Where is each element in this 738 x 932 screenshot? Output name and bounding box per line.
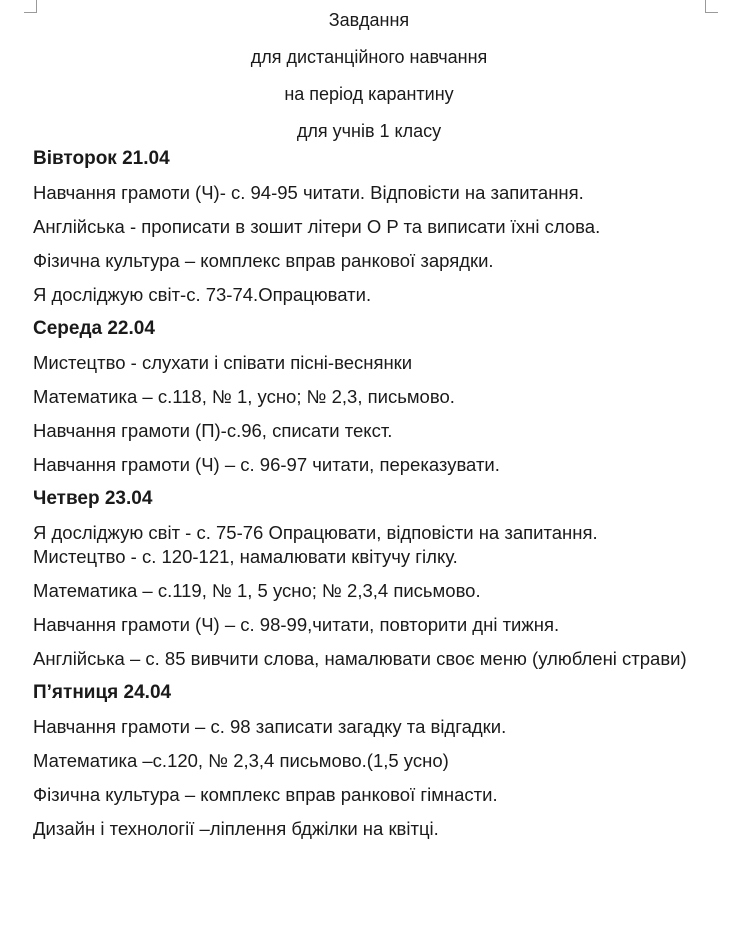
task-item: Я досліджую світ - с. 75-76 Опрацювати, відповісти на запитання.	[33, 522, 598, 543]
schedule-content	[33, 148, 713, 841]
task-item: Фізична культура – комплекс вправ ранкової зарядки.	[33, 250, 494, 271]
day-heading: Вівторок 21.04	[33, 148, 170, 169]
document-title	[0, 9, 738, 157]
title-line: для учнів 1 класу	[296, 121, 442, 141]
day-heading: Четвер 23.04	[33, 488, 153, 509]
task-item: Математика –с.120, № 2,3,4 письмово.(1,5 усно)	[33, 750, 449, 771]
task-item: Математика – с.119, № 1, 5 усно; № 2,3,4 письмово.	[33, 580, 481, 601]
day-heading: П’ятниця 24.04	[33, 682, 172, 703]
task-item: Фізична культура – комплекс вправ ранкової гімнасти.	[33, 784, 498, 805]
title-line: Завдання	[328, 10, 410, 30]
task-item: Я досліджую світ-с. 73-74.Опрацювати.	[33, 284, 372, 305]
task-item: Навчання грамоти (Ч)- с. 94-95 читати. Відповісти на запитання.	[33, 182, 584, 203]
task-item: Мистецтво - с. 120-121, намалювати квітучу гілку.	[33, 546, 458, 567]
task-item: Навчання грамоти (Ч) – с. 98-99,читати, повторити дні тижня.	[33, 614, 560, 635]
task-item: Мистецтво - слухати і співати пісні-веснянки	[33, 352, 413, 373]
task-item: Англійська - прописати в зошит літери O P та виписати їхні слова.	[33, 216, 601, 237]
task-item: Дизайн і технології –ліплення бджілки на квітці.	[33, 818, 439, 839]
day-heading: Середа 22.04	[33, 318, 155, 339]
task-item: Навчання грамоти (П)-с.96, списати текст.	[33, 420, 393, 441]
task-item: Математика – с.118, № 1, усно; № 2,3, письмово.	[33, 386, 455, 407]
title-line: для дистанційного навчання	[250, 47, 488, 67]
task-item: Навчання грамоти (Ч) – с. 96-97 читати, переказувати.	[33, 454, 500, 475]
title-line: на період карантину	[284, 84, 454, 104]
task-item: Англійська – с. 85 вивчити слова, намалювати своє меню (улюблені страви)	[33, 648, 687, 669]
task-item: Навчання грамоти – с. 98 записати загадку та відгадки.	[33, 716, 507, 737]
